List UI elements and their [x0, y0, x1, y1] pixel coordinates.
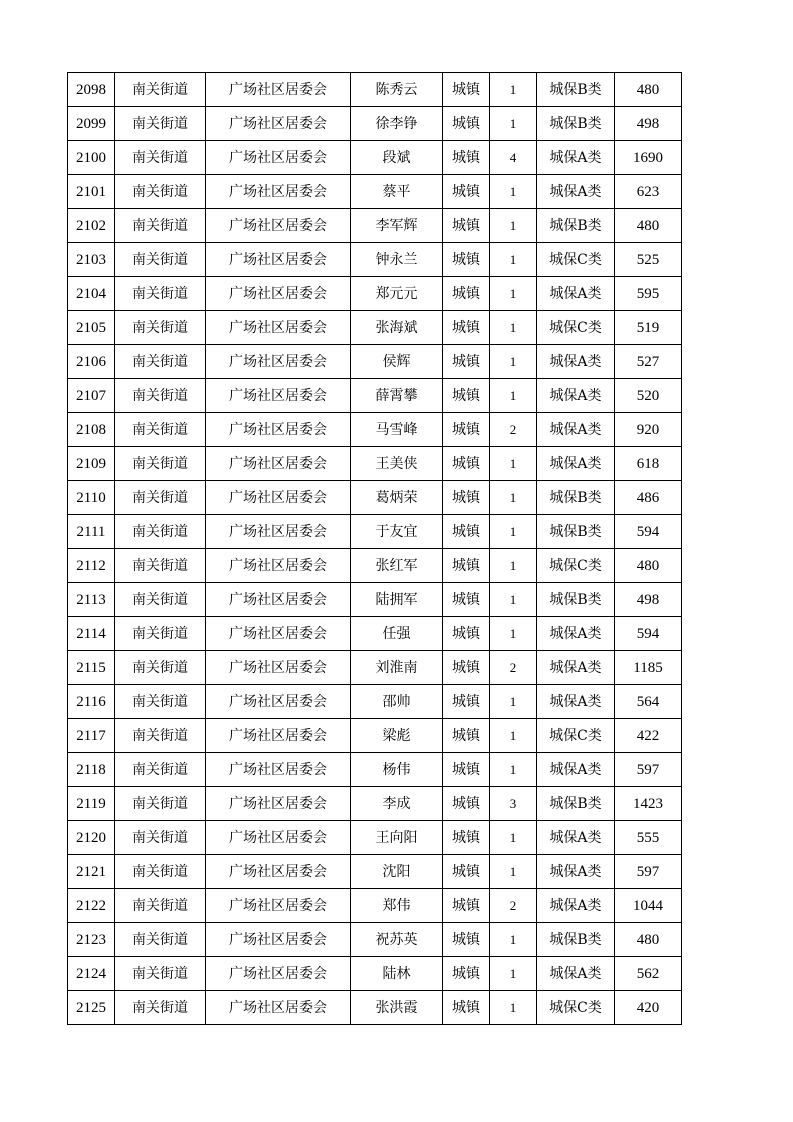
cell-aid-category: 城保A类 [537, 651, 615, 685]
cell-amount: 597 [615, 855, 682, 889]
table-row [68, 447, 682, 481]
cell-household-count: 1 [490, 447, 537, 481]
cell-community-committee: 广场社区居委会 [206, 957, 351, 991]
cell-area-type: 城镇 [443, 991, 490, 1025]
cell-area-type: 城镇 [443, 481, 490, 515]
cell-amount: 594 [615, 617, 682, 651]
cell-person-name: 刘淮南 [351, 651, 443, 685]
cell-aid-category: 城保A类 [537, 141, 615, 175]
cell-household-count: 1 [490, 311, 537, 345]
cell-amount: 1423 [615, 787, 682, 821]
cell-person-name: 薛霄攀 [351, 379, 443, 413]
cell-person-name: 陈秀云 [351, 73, 443, 107]
cell-area-type: 城镇 [443, 379, 490, 413]
table-row [68, 923, 682, 957]
table-row [68, 685, 682, 719]
cell-amount: 555 [615, 821, 682, 855]
cell-aid-category: 城保A类 [537, 685, 615, 719]
table-row [68, 991, 682, 1025]
cell-area-type: 城镇 [443, 583, 490, 617]
cell-amount: 595 [615, 277, 682, 311]
cell-amount: 564 [615, 685, 682, 719]
cell-street: 南关街道 [115, 991, 206, 1025]
cell-household-count: 4 [490, 141, 537, 175]
cell-person-name: 祝苏英 [351, 923, 443, 957]
cell-street: 南关街道 [115, 447, 206, 481]
cell-area-type: 城镇 [443, 923, 490, 957]
cell-household-count: 1 [490, 685, 537, 719]
cell-serial-number: 2117 [68, 719, 115, 753]
cell-household-count: 1 [490, 107, 537, 141]
cell-person-name: 张红军 [351, 549, 443, 583]
cell-household-count: 1 [490, 549, 537, 583]
cell-area-type: 城镇 [443, 549, 490, 583]
cell-household-count: 1 [490, 583, 537, 617]
cell-community-committee: 广场社区居委会 [206, 583, 351, 617]
cell-household-count: 2 [490, 889, 537, 923]
cell-area-type: 城镇 [443, 889, 490, 923]
cell-amount: 519 [615, 311, 682, 345]
cell-area-type: 城镇 [443, 175, 490, 209]
cell-aid-category: 城保B类 [537, 481, 615, 515]
cell-aid-category: 城保A类 [537, 957, 615, 991]
cell-aid-category: 城保B类 [537, 107, 615, 141]
cell-community-committee: 广场社区居委会 [206, 209, 351, 243]
cell-amount: 623 [615, 175, 682, 209]
cell-amount: 1690 [615, 141, 682, 175]
cell-serial-number: 2124 [68, 957, 115, 991]
cell-aid-category: 城保A类 [537, 889, 615, 923]
cell-community-committee: 广场社区居委会 [206, 651, 351, 685]
cell-person-name: 葛炳荣 [351, 481, 443, 515]
cell-street: 南关街道 [115, 719, 206, 753]
cell-serial-number: 2111 [68, 515, 115, 549]
cell-aid-category: 城保B类 [537, 515, 615, 549]
cell-street: 南关街道 [115, 311, 206, 345]
cell-amount: 594 [615, 515, 682, 549]
cell-street: 南关街道 [115, 923, 206, 957]
cell-serial-number: 2118 [68, 753, 115, 787]
cell-community-committee: 广场社区居委会 [206, 549, 351, 583]
cell-area-type: 城镇 [443, 821, 490, 855]
cell-aid-category: 城保C类 [537, 991, 615, 1025]
cell-person-name: 郑元元 [351, 277, 443, 311]
cell-community-committee: 广场社区居委会 [206, 685, 351, 719]
cell-aid-category: 城保A类 [537, 379, 615, 413]
cell-household-count: 1 [490, 277, 537, 311]
cell-area-type: 城镇 [443, 107, 490, 141]
cell-street: 南关街道 [115, 141, 206, 175]
cell-aid-category: 城保A类 [537, 413, 615, 447]
cell-community-committee: 广场社区居委会 [206, 617, 351, 651]
cell-area-type: 城镇 [443, 345, 490, 379]
table-row [68, 821, 682, 855]
cell-street: 南关街道 [115, 549, 206, 583]
table-row [68, 549, 682, 583]
cell-area-type: 城镇 [443, 957, 490, 991]
cell-aid-category: 城保A类 [537, 855, 615, 889]
cell-community-committee: 广场社区居委会 [206, 73, 351, 107]
table-row [68, 311, 682, 345]
cell-serial-number: 2107 [68, 379, 115, 413]
cell-street: 南关街道 [115, 583, 206, 617]
cell-person-name: 梁彪 [351, 719, 443, 753]
cell-street: 南关街道 [115, 107, 206, 141]
cell-area-type: 城镇 [443, 719, 490, 753]
cell-serial-number: 2100 [68, 141, 115, 175]
roster-table [67, 72, 682, 1025]
cell-serial-number: 2125 [68, 991, 115, 1025]
table-row [68, 889, 682, 923]
cell-serial-number: 2105 [68, 311, 115, 345]
cell-community-committee: 广场社区居委会 [206, 889, 351, 923]
cell-person-name: 陆拥军 [351, 583, 443, 617]
cell-community-committee: 广场社区居委会 [206, 345, 351, 379]
cell-person-name: 段斌 [351, 141, 443, 175]
cell-household-count: 2 [490, 413, 537, 447]
table-row [68, 141, 682, 175]
cell-person-name: 郑伟 [351, 889, 443, 923]
cell-amount: 480 [615, 923, 682, 957]
cell-person-name: 陆林 [351, 957, 443, 991]
cell-aid-category: 城保C类 [537, 549, 615, 583]
table-row [68, 753, 682, 787]
cell-amount: 618 [615, 447, 682, 481]
cell-aid-category: 城保C类 [537, 243, 615, 277]
table-row [68, 787, 682, 821]
table-row [68, 107, 682, 141]
cell-street: 南关街道 [115, 345, 206, 379]
cell-area-type: 城镇 [443, 73, 490, 107]
cell-person-name: 王美侠 [351, 447, 443, 481]
cell-aid-category: 城保A类 [537, 277, 615, 311]
cell-aid-category: 城保A类 [537, 821, 615, 855]
cell-person-name: 张洪霞 [351, 991, 443, 1025]
cell-community-committee: 广场社区居委会 [206, 311, 351, 345]
cell-area-type: 城镇 [443, 141, 490, 175]
cell-street: 南关街道 [115, 855, 206, 889]
cell-household-count: 1 [490, 379, 537, 413]
cell-amount: 1185 [615, 651, 682, 685]
cell-community-committee: 广场社区居委会 [206, 719, 351, 753]
cell-person-name: 王向阳 [351, 821, 443, 855]
cell-street: 南关街道 [115, 73, 206, 107]
cell-community-committee: 广场社区居委会 [206, 855, 351, 889]
cell-person-name: 李成 [351, 787, 443, 821]
table-row [68, 345, 682, 379]
cell-person-name: 于友宜 [351, 515, 443, 549]
cell-amount: 525 [615, 243, 682, 277]
cell-street: 南关街道 [115, 481, 206, 515]
cell-amount: 920 [615, 413, 682, 447]
table-row [68, 379, 682, 413]
roster-body [68, 73, 682, 1025]
cell-serial-number: 2108 [68, 413, 115, 447]
cell-aid-category: 城保A类 [537, 175, 615, 209]
cell-serial-number: 2101 [68, 175, 115, 209]
cell-person-name: 侯辉 [351, 345, 443, 379]
cell-serial-number: 2121 [68, 855, 115, 889]
cell-community-committee: 广场社区居委会 [206, 447, 351, 481]
cell-person-name: 沈阳 [351, 855, 443, 889]
table-row [68, 481, 682, 515]
cell-street: 南关街道 [115, 209, 206, 243]
cell-amount: 527 [615, 345, 682, 379]
cell-serial-number: 2120 [68, 821, 115, 855]
cell-person-name: 蔡平 [351, 175, 443, 209]
table-row [68, 583, 682, 617]
cell-serial-number: 2122 [68, 889, 115, 923]
cell-community-committee: 广场社区居委会 [206, 379, 351, 413]
cell-person-name: 任强 [351, 617, 443, 651]
cell-area-type: 城镇 [443, 311, 490, 345]
table-row [68, 243, 682, 277]
cell-amount: 498 [615, 583, 682, 617]
cell-street: 南关街道 [115, 753, 206, 787]
cell-aid-category: 城保A类 [537, 617, 615, 651]
cell-person-name: 徐李铮 [351, 107, 443, 141]
table-row [68, 413, 682, 447]
cell-aid-category: 城保B类 [537, 583, 615, 617]
cell-amount: 422 [615, 719, 682, 753]
cell-area-type: 城镇 [443, 413, 490, 447]
cell-area-type: 城镇 [443, 209, 490, 243]
cell-street: 南关街道 [115, 175, 206, 209]
cell-household-count: 1 [490, 719, 537, 753]
cell-amount: 1044 [615, 889, 682, 923]
cell-household-count: 1 [490, 175, 537, 209]
cell-amount: 486 [615, 481, 682, 515]
cell-aid-category: 城保B类 [537, 923, 615, 957]
cell-person-name: 张海斌 [351, 311, 443, 345]
cell-aid-category: 城保C类 [537, 311, 615, 345]
cell-serial-number: 2115 [68, 651, 115, 685]
cell-area-type: 城镇 [443, 447, 490, 481]
cell-aid-category: 城保C类 [537, 719, 615, 753]
cell-household-count: 1 [490, 515, 537, 549]
table-row [68, 175, 682, 209]
cell-community-committee: 广场社区居委会 [206, 515, 351, 549]
table-row [68, 957, 682, 991]
table-row [68, 73, 682, 107]
cell-community-committee: 广场社区居委会 [206, 481, 351, 515]
cell-community-committee: 广场社区居委会 [206, 175, 351, 209]
cell-street: 南关街道 [115, 515, 206, 549]
cell-community-committee: 广场社区居委会 [206, 821, 351, 855]
cell-person-name: 钟永兰 [351, 243, 443, 277]
table-row [68, 515, 682, 549]
cell-street: 南关街道 [115, 243, 206, 277]
cell-person-name: 杨伟 [351, 753, 443, 787]
cell-area-type: 城镇 [443, 753, 490, 787]
cell-street: 南关街道 [115, 685, 206, 719]
cell-amount: 480 [615, 73, 682, 107]
cell-serial-number: 2106 [68, 345, 115, 379]
cell-aid-category: 城保A类 [537, 345, 615, 379]
cell-amount: 597 [615, 753, 682, 787]
cell-amount: 480 [615, 549, 682, 583]
cell-aid-category: 城保B类 [537, 787, 615, 821]
cell-serial-number: 2123 [68, 923, 115, 957]
cell-serial-number: 2112 [68, 549, 115, 583]
cell-area-type: 城镇 [443, 651, 490, 685]
cell-household-count: 1 [490, 855, 537, 889]
cell-serial-number: 2102 [68, 209, 115, 243]
table-row [68, 855, 682, 889]
cell-street: 南关街道 [115, 413, 206, 447]
cell-serial-number: 2099 [68, 107, 115, 141]
cell-area-type: 城镇 [443, 515, 490, 549]
cell-household-count: 1 [490, 617, 537, 651]
cell-amount: 480 [615, 209, 682, 243]
cell-serial-number: 2119 [68, 787, 115, 821]
cell-community-committee: 广场社区居委会 [206, 107, 351, 141]
cell-street: 南关街道 [115, 379, 206, 413]
cell-street: 南关街道 [115, 957, 206, 991]
cell-amount: 520 [615, 379, 682, 413]
cell-aid-category: 城保A类 [537, 753, 615, 787]
cell-household-count: 1 [490, 73, 537, 107]
cell-amount: 562 [615, 957, 682, 991]
cell-area-type: 城镇 [443, 277, 490, 311]
cell-person-name: 邵帅 [351, 685, 443, 719]
cell-household-count: 1 [490, 345, 537, 379]
cell-area-type: 城镇 [443, 617, 490, 651]
cell-aid-category: 城保A类 [537, 447, 615, 481]
cell-community-committee: 广场社区居委会 [206, 787, 351, 821]
cell-household-count: 2 [490, 651, 537, 685]
cell-community-committee: 广场社区居委会 [206, 923, 351, 957]
cell-area-type: 城镇 [443, 243, 490, 277]
cell-street: 南关街道 [115, 821, 206, 855]
cell-serial-number: 2109 [68, 447, 115, 481]
cell-community-committee: 广场社区居委会 [206, 753, 351, 787]
cell-serial-number: 2116 [68, 685, 115, 719]
cell-community-committee: 广场社区居委会 [206, 277, 351, 311]
table-row [68, 617, 682, 651]
cell-aid-category: 城保B类 [537, 73, 615, 107]
table-row [68, 719, 682, 753]
cell-community-committee: 广场社区居委会 [206, 413, 351, 447]
cell-community-committee: 广场社区居委会 [206, 243, 351, 277]
cell-community-committee: 广场社区居委会 [206, 141, 351, 175]
cell-area-type: 城镇 [443, 855, 490, 889]
cell-household-count: 1 [490, 753, 537, 787]
cell-person-name: 李军辉 [351, 209, 443, 243]
table-row [68, 277, 682, 311]
cell-person-name: 马雪峰 [351, 413, 443, 447]
cell-serial-number: 2113 [68, 583, 115, 617]
cell-household-count: 3 [490, 787, 537, 821]
cell-amount: 498 [615, 107, 682, 141]
cell-household-count: 1 [490, 821, 537, 855]
cell-household-count: 1 [490, 957, 537, 991]
cell-street: 南关街道 [115, 277, 206, 311]
table-row [68, 209, 682, 243]
cell-serial-number: 2110 [68, 481, 115, 515]
cell-area-type: 城镇 [443, 787, 490, 821]
cell-serial-number: 2103 [68, 243, 115, 277]
cell-serial-number: 2104 [68, 277, 115, 311]
cell-street: 南关街道 [115, 651, 206, 685]
cell-aid-category: 城保B类 [537, 209, 615, 243]
cell-serial-number: 2114 [68, 617, 115, 651]
table-row [68, 651, 682, 685]
cell-household-count: 1 [490, 991, 537, 1025]
cell-household-count: 1 [490, 481, 537, 515]
cell-amount: 420 [615, 991, 682, 1025]
cell-street: 南关街道 [115, 787, 206, 821]
cell-street: 南关街道 [115, 617, 206, 651]
cell-household-count: 1 [490, 923, 537, 957]
cell-area-type: 城镇 [443, 685, 490, 719]
cell-household-count: 1 [490, 243, 537, 277]
cell-household-count: 1 [490, 209, 537, 243]
cell-street: 南关街道 [115, 889, 206, 923]
cell-community-committee: 广场社区居委会 [206, 991, 351, 1025]
cell-serial-number: 2098 [68, 73, 115, 107]
